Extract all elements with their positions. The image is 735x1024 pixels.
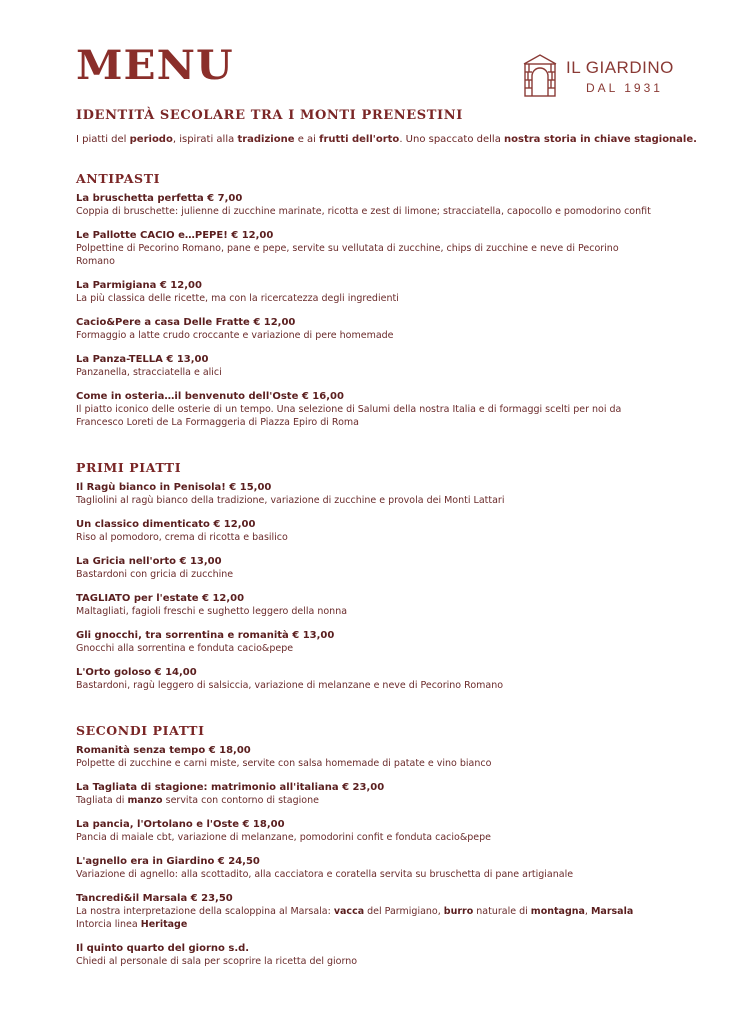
text-run: Chiedi al personale di sala per scoprire la ricetta del giorno (76, 956, 358, 967)
text-run: La nostra interpretazione della scaloppina al Marsala: (76, 906, 334, 917)
text-run: Tagliolini al ragù bianco della tradizione, variazione di zucchine e provola dei Monti Lattari (76, 495, 505, 506)
text-run: Intorcia linea (76, 919, 141, 930)
menu-item-description (76, 329, 656, 342)
menu-item-description (76, 605, 656, 618)
menu-item (76, 666, 676, 692)
menu-item (76, 892, 676, 931)
menu-item-description (76, 831, 656, 844)
menu-item-name: La Panza-TELLA € 13,00 (76, 354, 209, 365)
arch-gate-icon (520, 52, 560, 98)
text-run: Il piatto iconico delle osterie di un tempo. Una selezione di Salumi della nostra Italia e di formaggi scelti per noi da Francesco Loreti de La Formaggeria di Piazza Epiro di Roma (76, 404, 622, 428)
menu-item-name: Cacio&Pere a casa Delle Fratte € 12,00 (76, 317, 296, 328)
bold-text: frutti dell'orto (319, 134, 400, 145)
menu-item (76, 629, 676, 655)
text-run: Polpettine di Pecorino Romano, pane e pepe, servite su vellutata di zucchine, chips di zucchine e neve di Pecorino Romano (76, 243, 619, 267)
logo-since: DAL 1931 (586, 81, 663, 95)
text-run: Bastardoni con gricia di zucchine (76, 569, 234, 580)
menu-item (76, 316, 676, 342)
menu-item-description (76, 905, 656, 931)
menu-item (76, 942, 676, 968)
menu-item-description (76, 955, 656, 968)
menu-item (76, 818, 676, 844)
bold-text: tradizione (237, 134, 295, 145)
menu-item-name: Un classico dimenticato € 12,00 (76, 519, 256, 530)
menu-item (76, 855, 676, 881)
text-run: e ai (294, 134, 320, 145)
section-title: PRIMI PIATTI (76, 460, 182, 475)
section-secondi-piatti (76, 723, 676, 979)
text-run: Panzanella, stracciatella e alici (76, 367, 222, 378)
restaurant-logo (520, 52, 674, 102)
bold-text: burro (443, 906, 474, 917)
bold-text: Marsala (590, 906, 634, 917)
section-title: SECONDI PIATTI (76, 723, 205, 738)
menu-item-description (76, 242, 656, 268)
text-run: Bastardoni, ragù leggero di salsiccia, variazione di melanzane e neve di Pecorino Romano (76, 680, 504, 691)
menu-item-name: Come in osteria…il benvenuto dell'Oste € 16,00 (76, 391, 344, 402)
menu-item-name: La Parmigiana € 12,00 (76, 280, 202, 291)
text-run: La più classica delle ricette, ma con la ricercatezza degli ingredienti (76, 293, 399, 304)
menu-item-name: La Gricia nell'orto € 13,00 (76, 556, 222, 567)
bold-text: Heritage (140, 919, 188, 930)
menu-item (76, 192, 676, 218)
text-run: Maltagliati, fagioli freschi e sughetto leggero della nonna (76, 606, 348, 617)
menu-item-name: La Tagliata di stagione: matrimonio all'italiana € 23,00 (76, 782, 385, 793)
menu-item-name: TAGLIATO per l'estate € 12,00 (76, 593, 245, 604)
menu-item-name: Romanità senza tempo € 18,00 (76, 745, 251, 756)
bold-text: periodo (129, 134, 173, 145)
menu-item-name: L'Orto goloso € 14,00 (76, 667, 197, 678)
menu-item-description (76, 403, 656, 429)
text-run: . Uno spaccato della (399, 134, 505, 145)
text-run: Gnocchi alla sorrentina e fonduta cacio&pepe (76, 643, 294, 654)
text-run: I piatti del (76, 134, 130, 145)
menu-item-name: Il quinto quarto del giorno s.d. (76, 943, 250, 954)
text-run: Polpette di zucchine e carni miste, servite con salsa homemade di patate e vino bianco (76, 758, 492, 769)
menu-item-name: La bruschetta perfetta € 7,00 (76, 193, 243, 204)
text-run: , (584, 906, 591, 917)
text-run: , ispirati alla (172, 134, 238, 145)
menu-item-description (76, 868, 656, 881)
menu-item-description (76, 366, 656, 379)
text-run: Riso al pomodoro, crema di ricotta e basilico (76, 532, 288, 543)
logo-name: IL GIARDINO (566, 58, 674, 77)
bold-text: vacca (333, 906, 365, 917)
text-run: del Parmigiano, (364, 906, 444, 917)
menu-item (76, 781, 676, 807)
text-run: Pancia di maiale cbt, variazione di melanzane, pomodorini confit e fonduta cacio&pepe (76, 832, 492, 843)
bold-text: nostra storia in chiave stagionale. (504, 134, 697, 145)
menu-item (76, 592, 676, 618)
bold-text: manzo (127, 795, 163, 806)
menu-item-description (76, 679, 656, 692)
menu-item-name: L'agnello era in Giardino € 24,50 (76, 856, 260, 867)
menu-item (76, 518, 676, 544)
menu-item (76, 229, 676, 268)
section-title: ANTIPASTI (76, 171, 161, 186)
tagline: IDENTITÀ SECOLARE TRA I MONTI PRENESTINI (76, 108, 463, 123)
menu-item-description (76, 642, 656, 655)
menu-item-name: Tancredi&il Marsala € 23,50 (76, 893, 233, 904)
menu-item (76, 353, 676, 379)
section-primi-piatti (76, 460, 676, 703)
menu-item (76, 390, 676, 429)
menu-item-name: Gli gnocchi, tra sorrentina e romanità € 13,00 (76, 630, 335, 641)
menu-item-description (76, 494, 656, 507)
menu-item-description (76, 292, 656, 305)
bold-text: montagna (530, 906, 585, 917)
text-run: Tagliata di (76, 795, 128, 806)
intro-text (76, 134, 697, 145)
menu-item-description (76, 794, 656, 807)
menu-item (76, 744, 676, 770)
menu-item-description (76, 205, 656, 218)
menu-item-description (76, 531, 656, 544)
text-run: servita con contorno di stagione (162, 795, 319, 806)
menu-item (76, 279, 676, 305)
text-run: naturale di (473, 906, 531, 917)
menu-item-name: Le Pallotte CACIO e…PEPE! € 12,00 (76, 230, 274, 241)
menu-item (76, 555, 676, 581)
page-title: MENU (76, 42, 234, 89)
text-run: Coppia di bruschette: julienne di zucchine marinate, ricotta e zest di limone; stracciatella, capocollo e pomodorino confit (76, 206, 651, 217)
menu-item-description (76, 757, 656, 770)
menu-item (76, 481, 676, 507)
menu-item-description (76, 568, 656, 581)
menu-item-name: Il Ragù bianco in Penisola! € 15,00 (76, 482, 272, 493)
section-antipasti (76, 171, 676, 440)
text-run: Formaggio a latte crudo croccante e variazione di pere homemade (76, 330, 394, 341)
text-run: Variazione di agnello: alla scottadito, alla cacciatora e coratella servita su bruschetta di pane artigianale (76, 869, 574, 880)
menu-item-name: La pancia, l'Ortolano e l'Oste € 18,00 (76, 819, 285, 830)
